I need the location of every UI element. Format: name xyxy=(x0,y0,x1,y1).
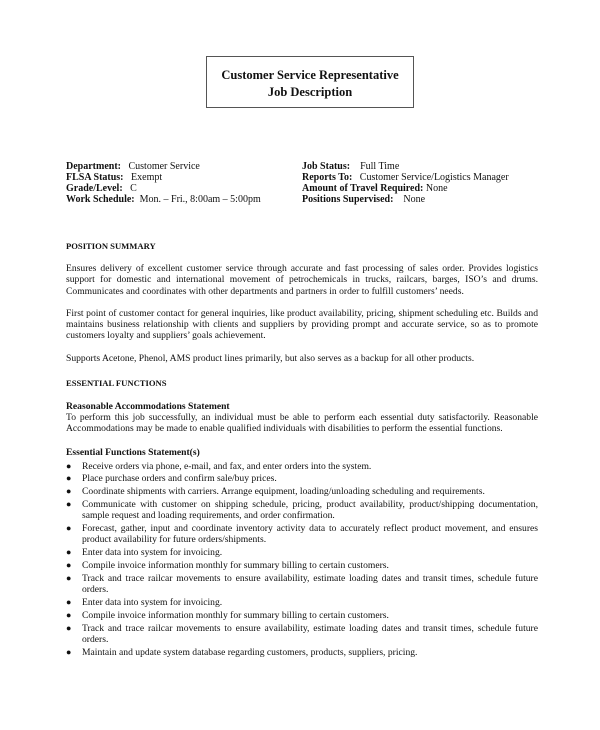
meta-label: Amount of Travel Required: xyxy=(302,183,424,194)
list-item-text: Enter data into system for invoicing. xyxy=(82,596,223,608)
list-item-text: Communicate with customer on shipping schedule, pricing, product availability, product/shipping documentation, sample request and loading requirements, and order confirmation. xyxy=(82,499,538,522)
meta-label: Positions Supervised: xyxy=(302,194,394,205)
meta-row xyxy=(66,172,261,183)
summary-paragraph: Supports Acetone, Phenol, AMS product lines primarily, but also serves as a backup for all other products. xyxy=(66,352,475,364)
meta-row xyxy=(302,183,509,194)
functions-statement-heading: Essential Functions Statement(s) xyxy=(66,446,200,458)
accommodations-paragraph: To perform this job successfully, an individual must be able to perform each essential duty satisfactorily. Reasonable Accommodations may be made to enable qualified individuals with disabilities to perform the essential functions. xyxy=(66,412,538,435)
list-item-text: Coordinate shipments with carriers. Arrange equipment, loading/unloading scheduling and requirements. xyxy=(82,486,485,498)
bullet-icon: ● xyxy=(66,523,72,534)
list-item xyxy=(66,486,538,497)
meta-value: C xyxy=(130,183,137,194)
accommodations-heading: Reasonable Accommodations Statement xyxy=(66,401,230,413)
bullet-icon: ● xyxy=(66,572,72,583)
list-item xyxy=(66,547,538,558)
list-item xyxy=(66,560,538,571)
meta-value: None xyxy=(403,194,426,205)
meta-value: Customer Service/Logistics Manager xyxy=(359,172,509,183)
bullet-icon: ● xyxy=(66,486,72,497)
bullet-icon: ● xyxy=(66,499,72,510)
meta-row xyxy=(302,194,509,205)
essential-functions-heading: ESSENTIAL FUNCTIONS xyxy=(66,378,167,389)
title-box xyxy=(206,56,414,108)
meta-left-column xyxy=(66,161,261,205)
meta-row xyxy=(66,183,261,194)
document-body xyxy=(66,241,538,659)
meta-value: Customer Service xyxy=(128,161,200,172)
meta-value: None xyxy=(425,183,448,194)
meta-label: FLSA Status: xyxy=(66,172,124,183)
list-item xyxy=(66,499,538,522)
meta-row xyxy=(302,172,509,183)
bullet-icon: ● xyxy=(66,560,72,571)
list-item xyxy=(66,623,538,646)
list-item xyxy=(66,473,538,484)
summary-paragraph: Ensures delivery of excellent customer service through accurate and fast processing of sales order. Provides logistics support for domestic and international movement of petrochemicals in trucks, railcars, barges, ISO’s and drums. Communicates and coordinates with other departments and partners in order to fulfill customers’ needs. xyxy=(66,263,538,297)
bullet-icon: ● xyxy=(66,547,72,558)
title-line-1: Customer Service Representative xyxy=(221,68,399,82)
list-item-text: Forecast, gather, input and coordinate inventory activity data to accurately reflect product movement, and ensures product availability for future orders/shipments. xyxy=(82,523,538,546)
meta-label: Work Schedule: xyxy=(66,194,135,205)
meta-value: Mon. – Fri., 8:00am – 5:00pm xyxy=(139,194,261,205)
list-item-text: Track and trace railcar movements to ensure availability, estimate loading dates and transit times, schedule future orders. xyxy=(82,572,538,596)
meta-label: Reports To: xyxy=(302,172,353,183)
list-item-text: Maintain and update system database regarding customers, products, suppliers, pricing. xyxy=(82,646,418,658)
bullet-icon: ● xyxy=(66,596,72,607)
position-summary-heading: POSITION SUMMARY xyxy=(66,241,156,251)
list-item-text: Track and trace railcar movements to ensure availability, estimate loading dates and transit times, schedule future orders. xyxy=(82,622,538,645)
meta-row xyxy=(66,161,261,172)
list-item-text: Compile invoice information monthly for summary billing to certain customers. xyxy=(82,560,389,572)
meta-value: Exempt xyxy=(131,172,163,183)
list-item xyxy=(66,523,538,546)
meta-right-column xyxy=(302,161,509,205)
bullet-icon: ● xyxy=(66,646,72,657)
meta-label: Grade/Level: xyxy=(66,183,123,194)
meta-row xyxy=(302,161,509,172)
list-item xyxy=(66,647,538,658)
meta-row xyxy=(66,194,261,205)
meta-label: Job Status: xyxy=(302,161,351,172)
list-item-text: Receive orders via phone, e-mail, and fax, and enter orders into the system. xyxy=(82,460,372,472)
bullet-icon: ● xyxy=(66,609,72,620)
bullet-icon: ● xyxy=(66,622,72,633)
list-item xyxy=(66,597,538,608)
title-line-2: Job Description xyxy=(267,85,353,99)
meta-value: Full Time xyxy=(360,161,400,172)
functions-list xyxy=(66,461,538,658)
list-item xyxy=(66,573,538,596)
list-item-text: Enter data into system for invoicing. xyxy=(82,547,223,559)
list-item-text: Place purchase orders and confirm sale/buy prices. xyxy=(82,473,277,485)
list-item xyxy=(66,461,538,472)
meta-label: Department: xyxy=(66,161,121,172)
summary-paragraph: First point of customer contact for general inquiries, like product availability, pricing, shipment scheduling etc. Builds and maintains business relationship with clients and suppliers by providing prompt and accurate service, so as to promote customers loyalty and suppliers’ goals achievement. xyxy=(66,307,538,342)
list-item xyxy=(66,610,538,621)
bullet-icon: ● xyxy=(66,460,72,471)
bullet-icon: ● xyxy=(66,473,72,484)
list-item-text: Compile invoice information monthly for summary billing to certain customers. xyxy=(82,609,389,621)
